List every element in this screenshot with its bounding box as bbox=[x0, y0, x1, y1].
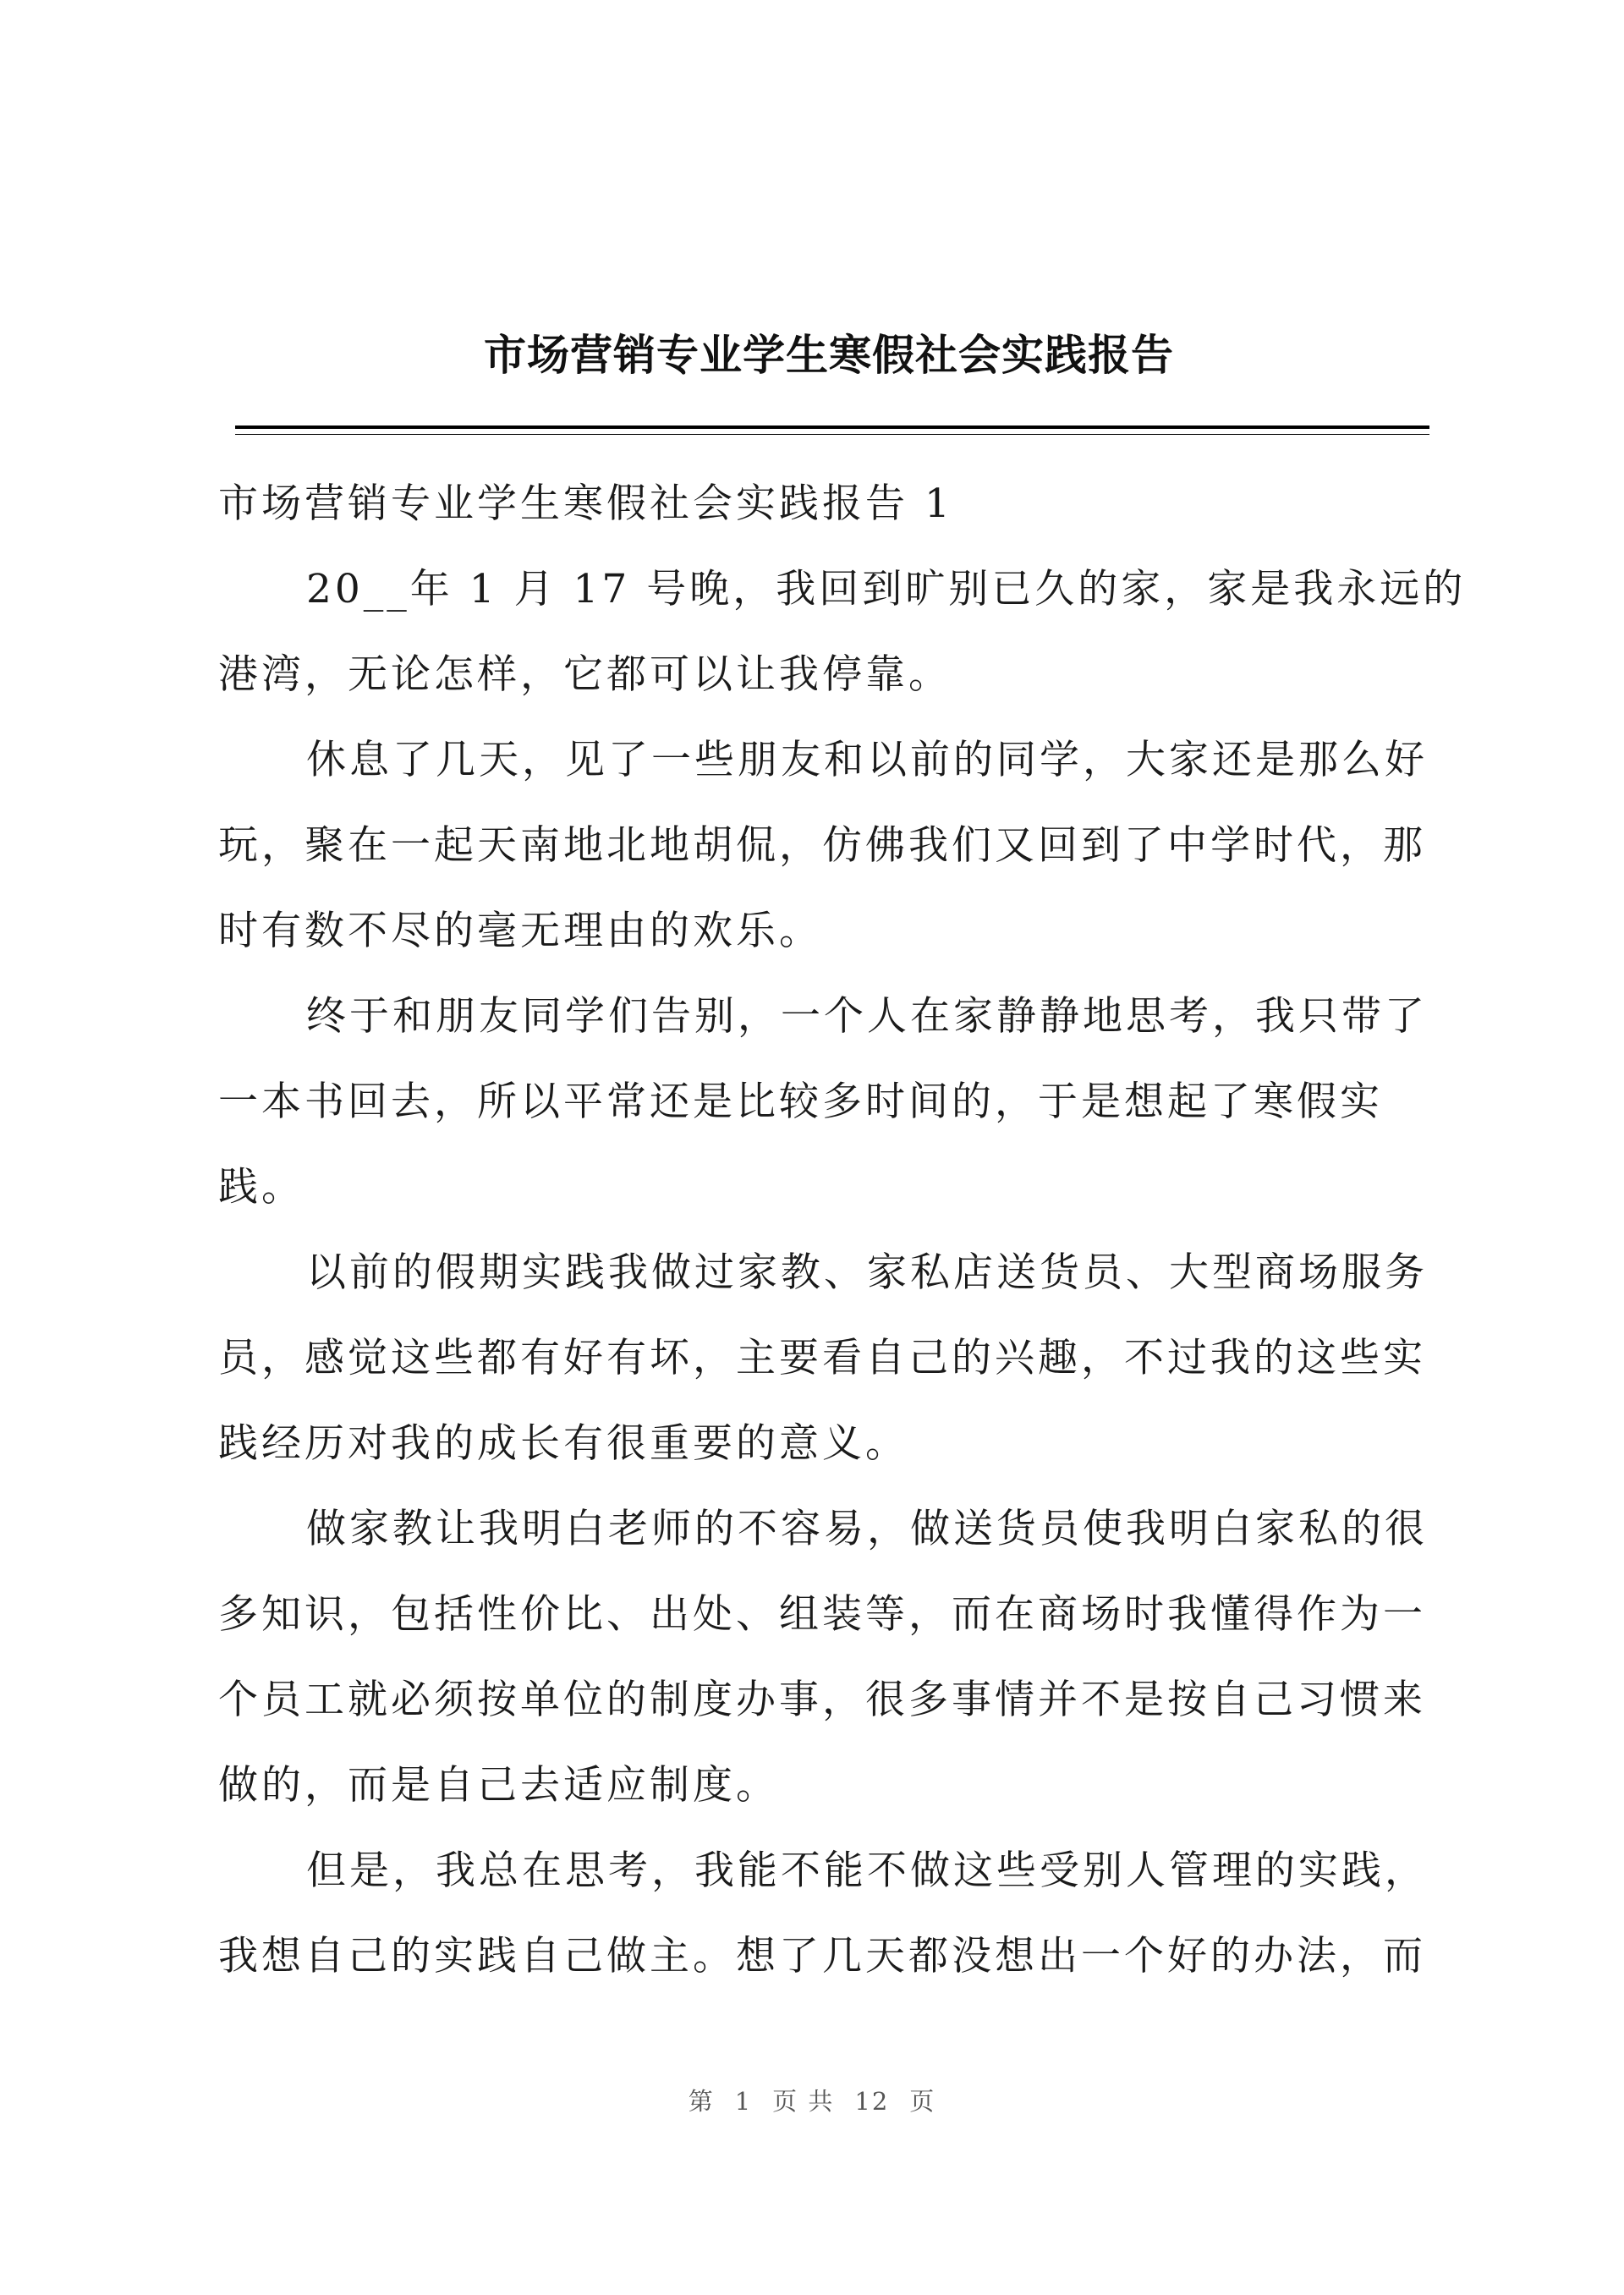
title-rule-thin bbox=[235, 434, 1429, 435]
page-label-suffix: 页 bbox=[909, 2087, 936, 2116]
body-line: 一本书回去，所以平常还是比较多时间的，于是想起了寒假实 bbox=[218, 1079, 1383, 1125]
body-line: 践。 bbox=[218, 1164, 304, 1211]
document-title: 市场营销专业学生寒假社会实践报告 bbox=[484, 331, 1174, 380]
body-line: 港湾，无论怎样，它都可以让我停靠。 bbox=[218, 651, 952, 698]
page-label-mid: 页 共 bbox=[772, 2087, 835, 2116]
body-line: 我想自己的实践自己做主。想了几天都没想出一个好的办法，而 bbox=[218, 1933, 1426, 1979]
title-rule-thick bbox=[235, 426, 1429, 429]
body-line: 20__年 1 月 17 号晚，我回到旷别已久的家，家是我永远的 bbox=[306, 566, 1467, 612]
body-line: 终于和朋友同学们告别，一个人在家静静地思考，我只带了 bbox=[306, 993, 1428, 1040]
body-line: 做家教让我明白老师的不容易，做送货员使我明白家私的很 bbox=[306, 1506, 1428, 1552]
body-line: 员，感觉这些都有好有坏，主要看自己的兴趣，不过我的这些实 bbox=[218, 1335, 1426, 1381]
body-line: 践经历对我的成长有很重要的意义。 bbox=[218, 1420, 908, 1467]
body-text bbox=[218, 546, 1467, 1999]
total-pages-number: 12 bbox=[854, 2087, 890, 2116]
page-label-prefix: 第 bbox=[688, 2087, 715, 2116]
page-footer bbox=[0, 2083, 1624, 2117]
body-line: 个员工就必须按单位的制度办事，很多事情并不是按自己习惯来 bbox=[218, 1677, 1426, 1723]
document-body bbox=[218, 461, 1467, 1999]
body-line: 以前的假期实践我做过家教、家私店送货员、大型商场服务 bbox=[306, 1249, 1428, 1296]
body-line: 时有数不尽的毫无理由的欢乐。 bbox=[218, 908, 822, 954]
body-line: 但是，我总在思考，我能不能不做这些受别人管理的实践， bbox=[306, 1848, 1428, 1894]
body-line: 做的，而是自己去适应制度。 bbox=[218, 1762, 779, 1809]
body-line: 玩，聚在一起天南地北地胡侃，仿佛我们又回到了中学时代，那 bbox=[218, 822, 1426, 869]
body-line: 多知识，包括性价比、出处、组装等，而在商场时我懂得作为一 bbox=[218, 1591, 1426, 1638]
body-line: 休息了几天，见了一些朋友和以前的同学，大家还是那么好 bbox=[306, 737, 1428, 783]
section-heading: 市场营销专业学生寒假社会实践报告 1 bbox=[218, 480, 953, 527]
current-page-number: 1 bbox=[734, 2087, 753, 2116]
